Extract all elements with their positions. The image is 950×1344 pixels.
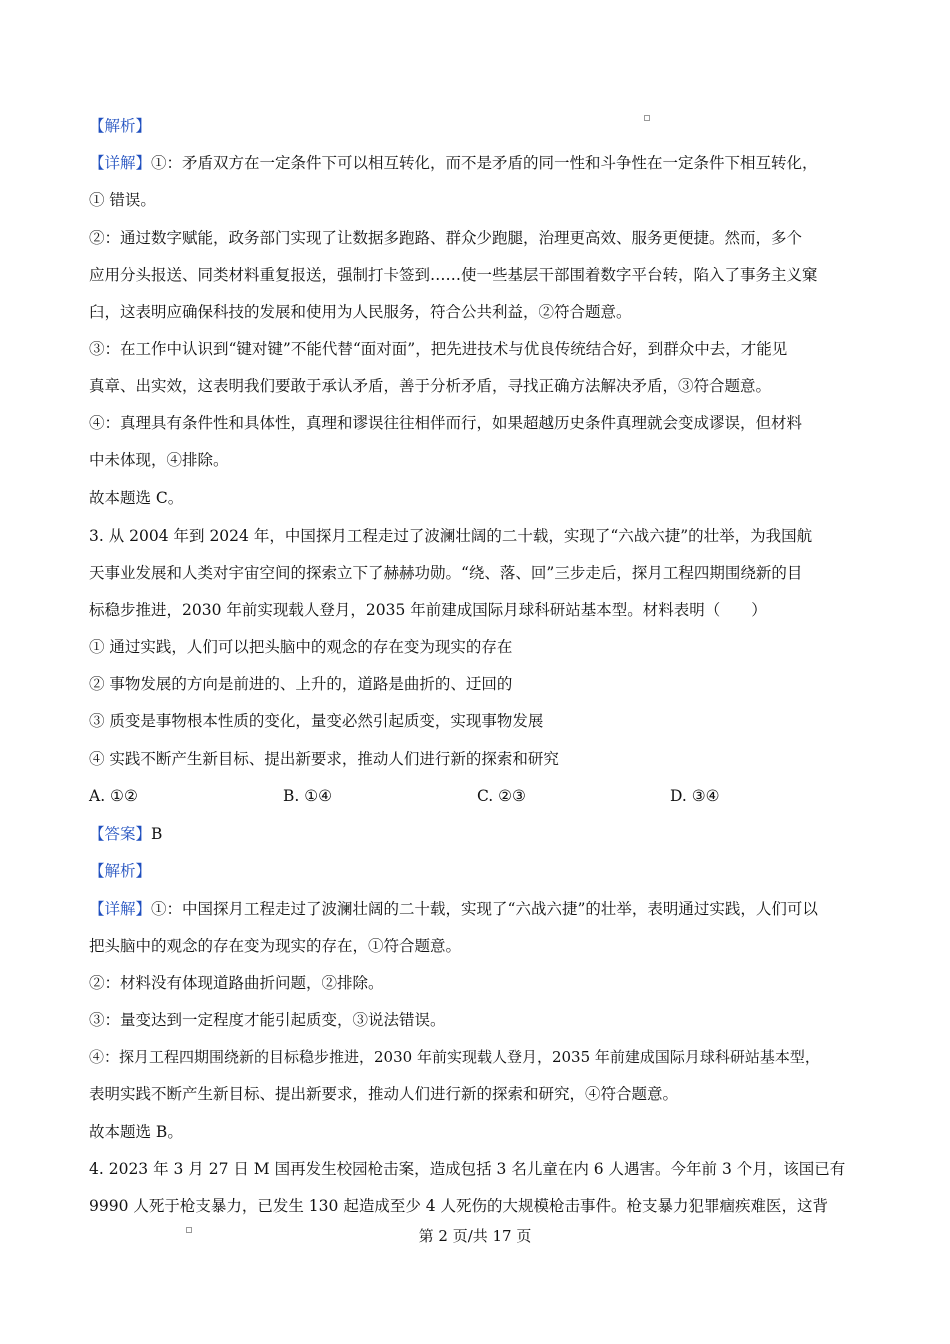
detail-line: ① 错误。	[89, 191, 156, 209]
detail-line: 臼，这表明应确保科技的发展和使用为人民服务，符合公共利益，②符合题意。	[89, 303, 632, 321]
detail-line: 【详解】①：矛盾双方在一定条件下可以相互转化，而不是矛盾的同一性和斗争性在一定条件下相互转化，	[89, 154, 818, 172]
statement: ③ 质变是事物根本性质的变化，量变必然引起质变，实现事物发展	[89, 712, 544, 730]
option-a: A. ①②	[89, 787, 138, 805]
option-c: C. ②③	[477, 787, 526, 805]
page-footer: 第 2 页/共 17 页	[418, 1227, 532, 1245]
question-stem: 标稳步推进，2030 年前实现载人登月，2035 年前建成国际月球科研站基本型。材料表明（ ）	[89, 601, 767, 619]
detail-line: ③：量变达到一定程度才能引起质变，③说法错误。	[89, 1011, 446, 1029]
question-stem: 3. 从 2004 年到 2024 年，中国探月工程走过了波澜壮阔的二十载，实现了“六战六捷”的壮举，为我国航	[89, 527, 813, 545]
detail-line: 中未体现，④排除。	[89, 451, 229, 469]
question-stem: 9990 人死于枪支暴力，已发生 130 起造成至少 4 人死伤的大规模枪击事件。枪支暴力犯罪痼疾难医，这背	[89, 1197, 829, 1215]
option-b: B. ①④	[283, 787, 333, 805]
detail-line: ④：真理具有条件性和具体性，真理和谬误往往相伴而行，如果超越历史条件真理就会变成谬误，但材料	[89, 414, 803, 432]
detail-line: 表明实践不断产生新目标、提出新要求，推动人们进行新的探索和研究，④符合题意。	[89, 1085, 679, 1103]
detail-line: 【详解】①：中国探月工程走过了波澜壮阔的二十载，实现了“六战六捷”的壮举，表明通过实践，人们可以	[89, 900, 818, 918]
conclusion-line: 故本题选 C。	[89, 489, 184, 507]
option-d: D. ③④	[670, 787, 720, 805]
answer-tag: 【答案】	[89, 825, 152, 843]
detail-line: ④：探月工程四期围绕新的目标稳步推进，2030 年前实现载人登月，2035 年前建成国际月球科研站基本型，	[89, 1048, 820, 1066]
answer-value: B	[151, 825, 163, 843]
detail-line: 应用分头报送、同类材料重复报送，强制打卡签到……使一些基层干部围着数字平台转，陷入了事务主义窠	[89, 266, 818, 284]
question-stem: 4. 2023 年 3 月 27 日 M 国再发生校园枪击案，造成包括 3 名儿童在内 6 人遇害。今年前 3 个月，该国已有	[89, 1160, 846, 1178]
analysis-tag: 【解析】	[89, 862, 152, 880]
detail-line: ③：在工作中认识到“键对键”不能代替“面对面”，把先进技术与优良传统结合好，到群众中去，才能见	[89, 340, 788, 358]
conclusion-line: 故本题选 B。	[89, 1123, 183, 1141]
statement: ① 通过实践，人们可以把头脑中的观念的存在变为现实的存在	[89, 638, 513, 656]
detail-tag: 【详解】	[89, 154, 152, 172]
question-stem: 天事业发展和人类对宇宙空间的探索立下了赫赫功勋。“绕、落、回”三步走后，探月工程四期围绕新的目	[89, 564, 803, 582]
detail-line: 真章、出实效，这表明我们要敢于承认矛盾，善于分析矛盾，寻找正确方法解决矛盾，③符合题意。	[89, 377, 772, 395]
detail-line: ②：材料没有体现道路曲折问题，②排除。	[89, 974, 384, 992]
analysis-tag: 【解析】	[89, 117, 152, 135]
answer-line	[89, 824, 890, 844]
detail-line: 把头脑中的观念的存在变为现实的存在，①符合题意。	[89, 937, 462, 955]
detail-tag: 【详解】	[89, 900, 152, 918]
detail-line: ②：通过数字赋能，政务部门实现了让数据多跑路、群众少跑腿，治理更高效、服务更便捷。然而，多个	[89, 229, 803, 247]
statement: ④ 实践不断产生新目标、提出新要求，推动人们进行新的探索和研究	[89, 750, 559, 768]
statement: ② 事物发展的方向是前进的、上升的，道路是曲折的、迂回的	[89, 675, 513, 693]
